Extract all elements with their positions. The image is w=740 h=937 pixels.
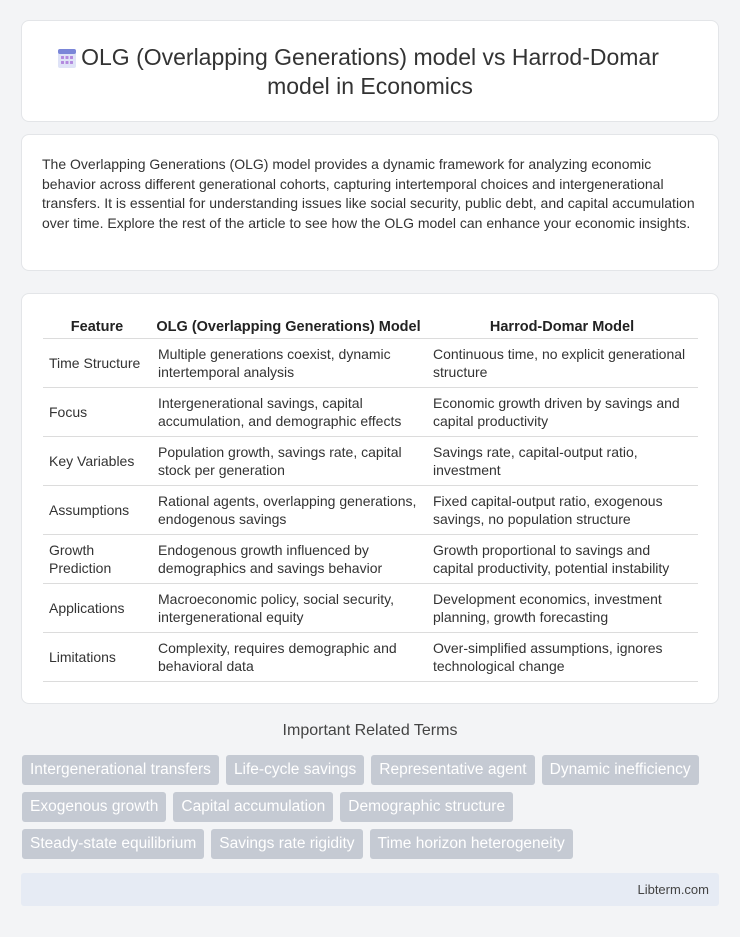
related-term-tag[interactable]: Steady-state equilibrium: [22, 829, 204, 859]
column-header-harrod-domar: Harrod-Domar Model: [426, 316, 698, 338]
intro-card: [21, 134, 719, 271]
table-cell-feature: Growth Prediction: [43, 534, 151, 583]
table-cell-olg: Rational agents, overlapping generations, endogenous savings: [151, 485, 426, 534]
table-header-row: [43, 316, 698, 338]
related-term-tag[interactable]: Representative agent: [371, 755, 534, 785]
table-cell-feature: Focus: [43, 387, 151, 436]
table-cell-olg: Multiple generations coexist, dynamic intertemporal analysis: [151, 338, 426, 387]
comparison-table: [43, 316, 698, 682]
table-row: [43, 632, 698, 681]
related-term-tag[interactable]: Savings rate rigidity: [211, 829, 362, 859]
table-cell-olg: Endogenous growth influenced by demographics and savings behavior: [151, 534, 426, 583]
table-cell-harrod-domar: Savings rate, capital-output ratio, investment: [426, 436, 698, 485]
table-cell-harrod-domar: Growth proportional to savings and capital productivity, potential instability: [426, 534, 698, 583]
related-term-tag[interactable]: Intergenerational transfers: [22, 755, 219, 785]
table-row: [43, 583, 698, 632]
table-cell-olg: Macroeconomic policy, social security, intergenerational equity: [151, 583, 426, 632]
table-cell-harrod-domar: Over-simplified assumptions, ignores technological change: [426, 632, 698, 681]
table-cell-feature: Assumptions: [43, 485, 151, 534]
table-cell-olg: Population growth, savings rate, capital stock per generation: [151, 436, 426, 485]
related-term-tag[interactable]: Life-cycle savings: [226, 755, 364, 785]
page-title-line1: OLG (Overlapping Generations) model vs Harrod-Domar: [81, 44, 659, 70]
table-cell-olg: Complexity, requires demographic and behavioral data: [151, 632, 426, 681]
page-title: [22, 43, 718, 101]
tag-row: [22, 829, 722, 866]
table-row: [43, 534, 698, 583]
related-term-tag[interactable]: Capital accumulation: [173, 792, 333, 822]
table-cell-olg: Intergenerational savings, capital accumulation, and demographic effects: [151, 387, 426, 436]
header-card: [21, 20, 719, 122]
table-cell-harrod-domar: Continuous time, no explicit generational structure: [426, 338, 698, 387]
related-term-tag[interactable]: Time horizon heterogeneity: [370, 829, 573, 859]
table-row: [43, 387, 698, 436]
tag-row: [22, 755, 722, 792]
table-row: [43, 485, 698, 534]
tag-row: [22, 792, 722, 829]
table-cell-feature: Key Variables: [43, 436, 151, 485]
related-term-tag[interactable]: Dynamic inefficiency: [542, 755, 699, 785]
table-cell-feature: Limitations: [43, 632, 151, 681]
table-row: [43, 338, 698, 387]
footer-bar: [21, 873, 719, 906]
column-header-feature: Feature: [43, 316, 151, 338]
comparison-table-card: [21, 293, 719, 704]
table-cell-harrod-domar: Economic growth driven by savings and capital productivity: [426, 387, 698, 436]
column-header-olg: OLG (Overlapping Generations) Model: [151, 316, 426, 338]
related-term-tag[interactable]: Demographic structure: [340, 792, 513, 822]
table-cell-feature: Applications: [43, 583, 151, 632]
table-cell-harrod-domar: Fixed capital-output ratio, exogenous savings, no population structure: [426, 485, 698, 534]
footer-site-link[interactable]: Libterm.com: [637, 882, 709, 897]
related-terms-list: [22, 755, 722, 866]
related-term-tag[interactable]: Exogenous growth: [22, 792, 166, 822]
page-title-line2: model in Economics: [267, 73, 473, 99]
table-cell-harrod-domar: Development economics, investment planning, growth forecasting: [426, 583, 698, 632]
table-cell-feature: Time Structure: [43, 338, 151, 387]
intro-paragraph: The Overlapping Generations (OLG) model provides a dynamic framework for analyzing economic behavior across different generational cohorts, capturing intertemporal choices and intergenerational transfers. It is essential for understanding issues like social security, public debt, and capital accumulation over time. Explore the rest of the article to see how the OLG model can enhance your economic insights.: [42, 156, 695, 231]
table-row: [43, 436, 698, 485]
related-terms-title: Important Related Terms: [282, 722, 458, 739]
